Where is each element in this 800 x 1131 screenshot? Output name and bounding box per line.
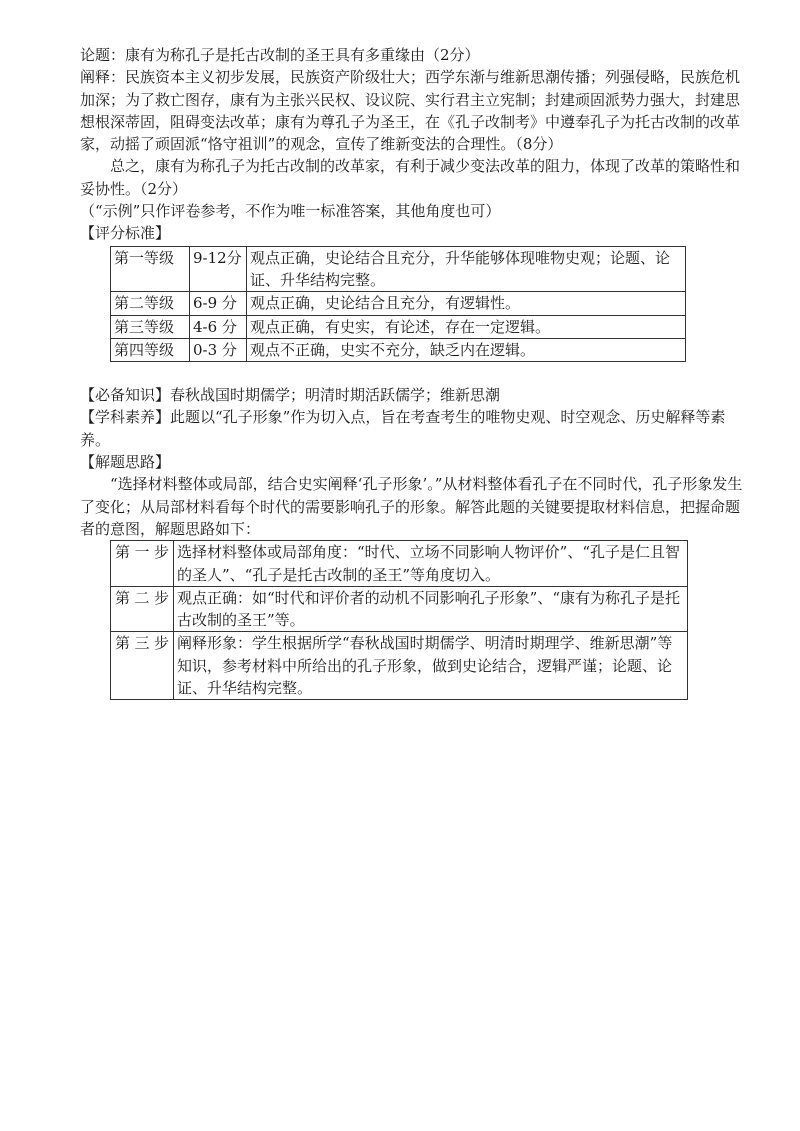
scoring-table <box>110 246 686 362</box>
knowledge-line: 【必备知识】春秋战国时期儒学；明清时期活跃儒学；维新思潮 <box>80 386 501 405</box>
step-description-cell: 选择材料整体或局部角度：“时代、立场不同影响人物评价”、“孔子是仁且智的圣人”、“孔子是托古改制的圣王”等角度切入。 <box>174 541 688 587</box>
table-row <box>111 338 686 361</box>
step-cell: 第二步 <box>111 586 174 632</box>
points-cell: 6-9 分 <box>190 292 247 315</box>
description-cell: 观点正确，史论结合且充分，升华能够体现唯物史观；论题、论证、升华结构完整。 <box>247 246 686 292</box>
topic-line: 论题：康有为称孔子是托古改制的圣王具有多重缘由（2分） <box>80 46 480 64</box>
steps-table <box>110 540 688 700</box>
description-cell: 观点不正确，史实不充分，缺乏内在逻辑。 <box>247 338 686 361</box>
note-line: （“示例”只作评卷参考，不作为唯一标准答案，其他角度也可） <box>80 202 501 221</box>
level-cell: 第一等级 <box>111 246 190 292</box>
table-row <box>111 292 686 315</box>
spacer <box>80 362 752 384</box>
table-row <box>111 541 688 587</box>
table-row <box>111 246 686 292</box>
step-cell: 第三步 <box>111 632 174 700</box>
points-cell: 9-12分 <box>190 246 247 292</box>
table-row <box>111 632 688 700</box>
summary-paragraph: 总之，康有为称孔子为托古改制的改革家，有利于减少变法改革的阻力，体现了改革的策略性和妥协性。（2分） <box>80 157 741 198</box>
description-cell: 观点正确，有史实，有论述，存在一定逻辑。 <box>247 315 686 338</box>
step-cell: 第一步 <box>111 541 174 587</box>
level-cell: 第三等级 <box>111 315 190 338</box>
scoring-heading: 【评分标准】 <box>80 224 171 243</box>
explanation-paragraph: 阐释：民族资本主义初步发展，民族资产阶级壮大；西学东渐与维新思潮传播；列强侵略，民族危机加深；为了救亡图存，康有为主张兴民权、设议院、实行君主立宪制；封建顽固派势力强大，封建思想根深蒂固，阻碍变法改革；康有为尊孔子为圣王，在《孔子改制考》中遵奉孔子为托古改制的改革家，动摇了顽固派“恪守祖训”的观念，宣传了维新变法的合理性。（8分） <box>80 68 741 154</box>
points-cell: 4-6 分 <box>190 315 247 338</box>
approach-paragraph: “选择材料整体或局部，结合史实阐释‘孔子形象’。”从材料整体看孔子在不同时代，孔子形象发生了变化；从局部材料看每个时代的需要影响孔子的形象。解答此题的关键要提取材料信息，把握命题者的意图，解题思路如下： <box>80 475 743 538</box>
level-cell: 第二等级 <box>111 292 190 315</box>
table-row <box>111 586 688 632</box>
level-cell: 第四等级 <box>111 338 190 361</box>
points-cell: 0-3 分 <box>190 338 247 361</box>
step-description-cell: 阐释形象：学生根据所学“春秋战国时期儒学、明清时期理学、维新思潮”等知识，参考材料中所给出的孔子形象，做到史论结合，逻辑严谨；论题、论证、升华结构完整。 <box>174 632 688 700</box>
document-body <box>80 44 752 700</box>
table-row <box>111 315 686 338</box>
approach-heading: 【解题思路】 <box>80 453 171 472</box>
description-cell: 观点正确，史论结合且充分，有逻辑性。 <box>247 292 686 315</box>
literacy-paragraph: 【学科素养】此题以“孔子形象”作为切入点，旨在考查考生的唯物史观、时空观念、历史解释等素养。 <box>80 408 726 449</box>
step-description-cell: 观点正确：如“时代和评价者的动机不同影响孔子形象”、“康有为称孔子是托古改制的圣王”等。 <box>174 586 688 632</box>
